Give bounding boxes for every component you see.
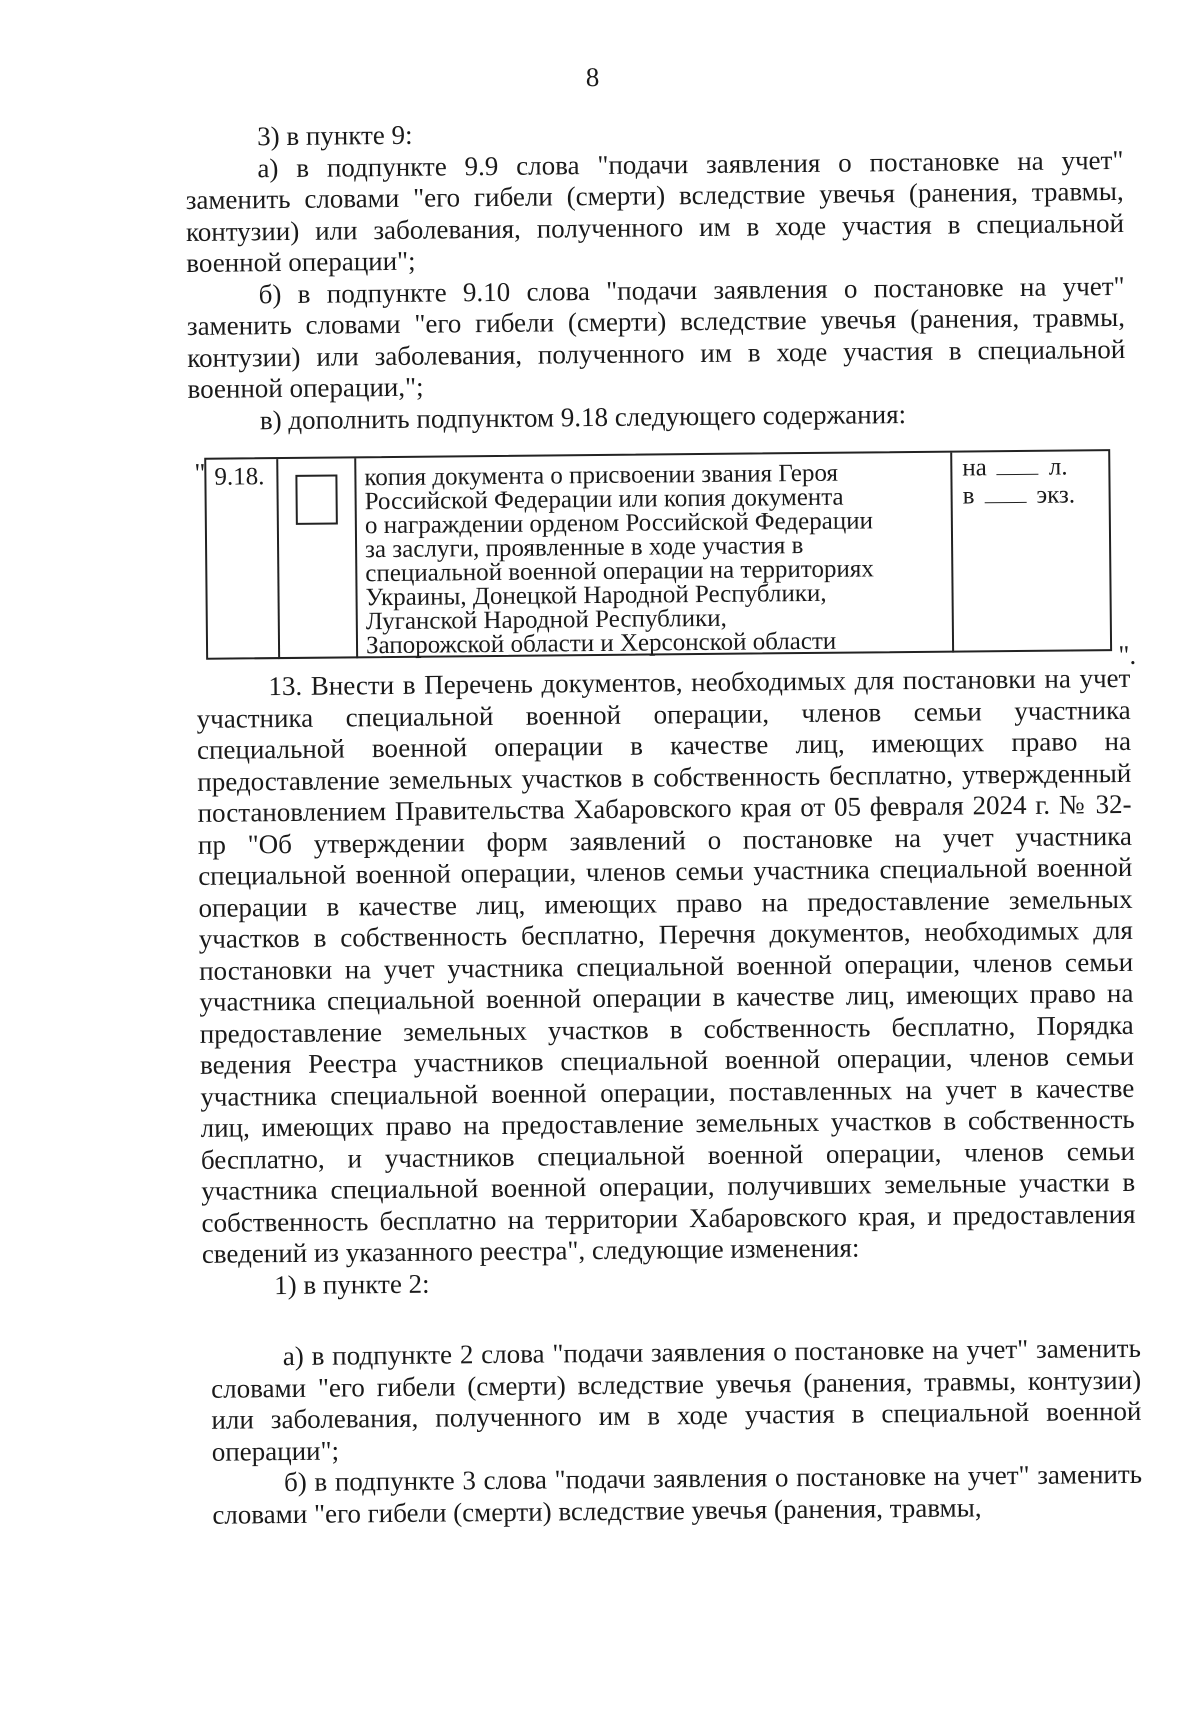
copies-prefix: в <box>962 482 975 510</box>
section-9-item-b: б) в подпункте 9.10 слова "подачи заявления о постановке на учет" заменить словами "его гибели (смерти) вследствие увечья (ранения, травмы, контузии) или заболевания, полученного им в ходе участия в специальной военной операции,"; <box>186 270 1126 404</box>
copies-line <box>963 483 1103 508</box>
description-line: Запорожской области и Херсонской области <box>365 627 837 660</box>
section-13-items-heading: 1) в пункте 2: <box>274 1268 430 1300</box>
quantity-cell <box>952 451 1110 652</box>
sheets-prefix: на <box>962 454 987 482</box>
page-number: 8 <box>585 61 600 93</box>
description-line: Украины, Донецкой Народной Республики, <box>365 579 827 612</box>
section-9-heading: 3) в пункте 9: <box>256 119 413 152</box>
copies-blank <box>984 502 1026 503</box>
opening-quote: " <box>194 457 206 488</box>
description-line: специальной военной операции на территориях <box>365 555 874 588</box>
description-line: копия документа о присвоении звания Героя <box>364 459 839 492</box>
copies-suffix: экз. <box>1036 481 1076 509</box>
description-line: Луганской Народной Республики, <box>365 604 727 636</box>
section-13-item-a: а) в подпункте 2 слова "подачи заявления о постановке на учет" заменить словами "его гибели (смерти) вследствие увечья (ранения, травмы, контузии) или заболевания, полученного им в ходе участия в специальной военной операции"; <box>211 1332 1142 1467</box>
description-line: за заслуги, проявленные в ходе участия в <box>364 532 804 564</box>
section-9-block <box>185 113 1126 437</box>
description-line: о награждении орденом Российской Федерации <box>364 507 874 540</box>
sheets-suffix: л. <box>1048 453 1068 481</box>
checkbox-icon <box>295 475 337 525</box>
section-13-paragraph: 13. Внести в Перечень документов, необходимых для постановки на учет участника специальной военной операции, членов семьи участника специальной военной операции в качестве лиц, имеющих право на предоставление земельных участков в собственность бесплатно, утвержденный постановлением Правительства Хабаровского края от 05 февраля 2024 г. № 32-пр "Об утверждении форм заявлений о постановке на учет участника специальной военной операции, членов семьи участника специальной военной операции в качестве лиц, имеющих право на предоставление земельных участков в собственность бесплатно, Перечня документов, необходимых для постановки на учет участника специальной военной операции, членов семьи участника специальной военной операции в качестве лиц, имеющих право на предоставление земельных участков в собственность бесплатно, Порядка ведения Реестра участников специальной военной операции, членов семьи участника специальной военной операции, поставленных на учет в качестве лиц, имеющих право на предоставление земельных участков в собственность бесплатно, и участников специальной военной операции, членов семьи участника специальной военной операции, получивших земельные участки в собственность бесплатно на территории Хабаровского края, и предоставления сведений из указанного реестра", следующие изменения: <box>196 662 1136 1269</box>
inserted-subitem-table <box>194 449 1136 678</box>
subitem-number: 9.18. <box>206 459 280 660</box>
subitem-description <box>356 453 954 659</box>
section-13-item-b: б) в подпункте 3 слова "подачи заявления о постановке на учет" заменить словами "его гибели (смерти) вследствие увечья (ранения, травмы, <box>212 1458 1143 1530</box>
sheets-line <box>962 455 1102 480</box>
sheets-blank <box>997 474 1039 475</box>
section-13-subitems-block <box>211 1333 1143 1531</box>
description-line: Российской Федерации или копия документа <box>364 483 844 516</box>
section-9-item-a: а) в подпункте 9.9 слова "подачи заявления о постановке на учет" заменить словами "его гибели (смерти) вследствие увечья (ранения, травмы, контузии) или заболевания, полученного им в ходе участия в специальной военной операции"; <box>185 144 1125 278</box>
checkbox-cell <box>278 458 358 659</box>
section-9-item-v: в) дополнить подпунктом 9.18 следующего содержания: <box>259 398 907 435</box>
section-13-block <box>196 663 1136 1302</box>
subitem-table <box>204 449 1112 660</box>
closing-quote: ". <box>1118 639 1137 671</box>
